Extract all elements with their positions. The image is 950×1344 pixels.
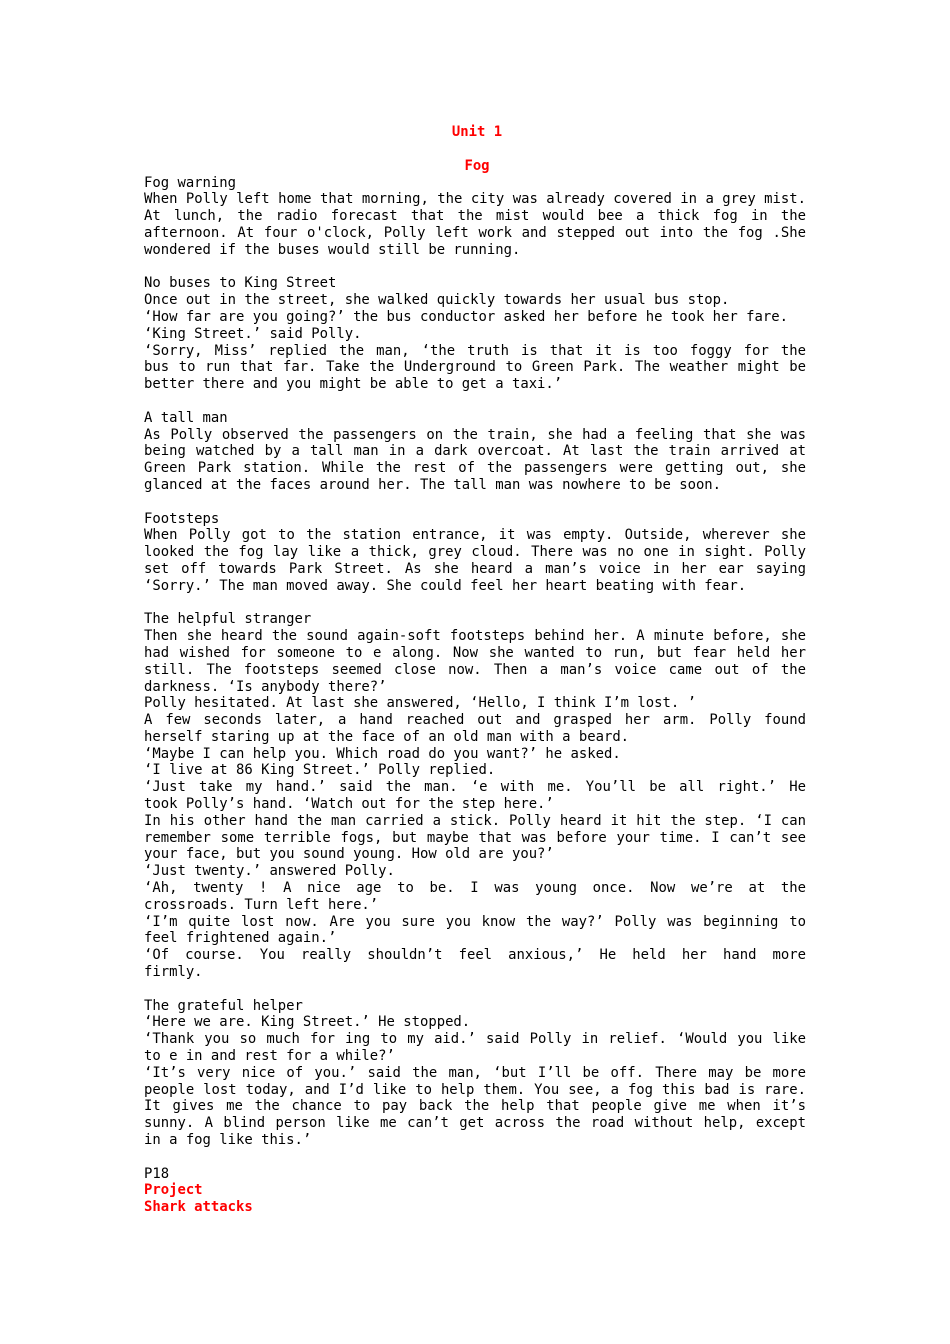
page-footer <box>144 1166 806 1216</box>
document-body <box>144 124 806 1216</box>
paragraph-line: set off towards Park Street. As she heard a man’s voice in her ear saying <box>144 560 806 577</box>
story-section <box>144 511 806 595</box>
section-heading: No buses to King Street <box>144 275 337 292</box>
paragraph-line: remember some terrible fogs, but maybe that was before your time. I can’t see <box>144 829 806 846</box>
paragraph-line: ‘Just take my hand.’ said the man. ‘e with me. You’ll be all right.’ He <box>144 779 806 796</box>
page-reference: P18 <box>144 1165 170 1182</box>
unit-subtitle: Fog <box>464 157 490 174</box>
story-section <box>144 611 806 981</box>
paragraph-line: feel frightened again.’ <box>144 930 337 947</box>
project-title: Shark attacks <box>144 1199 253 1216</box>
section-heading: Footsteps <box>144 510 220 527</box>
story-section <box>144 275 806 393</box>
paragraph-line: firmly. <box>144 964 203 981</box>
paragraph-line: As Polly observed the passengers on the train, she had a feeling that she was <box>144 426 806 443</box>
paragraph-line: ‘Here we are. King Street.’ He stopped. <box>144 1014 471 1031</box>
paragraph-line: ‘Maybe I can help you. Which road do you want?’ he asked. <box>144 745 621 762</box>
paragraph-line: ‘Just twenty.’ answered Polly. <box>144 863 395 880</box>
paragraph-line: ‘Thank you so much for ing to my aid.’ said Polly in relief. ‘Would you like <box>144 1031 806 1048</box>
paragraph-line: your face, but you sound young. How old are you?’ <box>144 846 554 863</box>
section-heading: Fog warning <box>144 174 236 191</box>
story-section <box>144 175 806 259</box>
paragraph-line: Once out in the street, she walked quickly towards her usual bus stop. <box>144 292 730 309</box>
paragraph-line: took Polly’s hand. ‘Watch out for the step here.’ <box>144 796 554 813</box>
paragraph-line: afternoon. At four o'clock, Polly left work and stepped out into the fog .She <box>144 224 806 241</box>
paragraph-line: had wished for someone to e along. Now she wanted to run, but fear held her <box>144 644 806 661</box>
paragraph-line: Then she heard the sound again-soft footsteps behind her. A minute before, she <box>144 628 806 645</box>
paragraph-line: darkness. ‘Is anybody there?’ <box>144 678 387 695</box>
paragraph-line: bus to run that far. Take the Underground to Green Park. The weather might be <box>144 359 806 376</box>
project-label: Project <box>144 1182 203 1199</box>
section-heading: A tall man <box>144 409 228 426</box>
paragraph-line: ‘King Street.’ said Polly. <box>144 325 362 342</box>
paragraph-line: sunny. A blind person like me can’t get across the road without help, except <box>144 1115 806 1132</box>
paragraph-line: in a fog like this.’ <box>144 1132 312 1149</box>
paragraph-line: In his other hand the man carried a stick. Polly heard it hit the step. ‘I can <box>144 812 806 829</box>
paragraph-line: ‘I’m quite lost now. Are you sure you know the way?’ Polly was beginning to <box>144 913 806 930</box>
paragraph-line: A few seconds later, a hand reached out and grasped her arm. Polly found <box>144 712 806 729</box>
paragraph-line: Polly hesitated. At last she answered, ‘Hello, I think I’m lost. ’ <box>144 695 696 712</box>
story-sections <box>144 175 806 1149</box>
paragraph-line: better there and you might be able to get a taxi.’ <box>144 376 563 393</box>
paragraph-line: wondered if the buses would still be running. <box>144 241 521 258</box>
paragraph-line: At lunch, the radio forecast that the mist would bee a thick fog in the <box>144 208 806 225</box>
paragraph-line: herself staring up at the face of an old man with a beard. <box>144 728 630 745</box>
paragraph-line: glanced at the faces around her. The tall man was nowhere to be soon. <box>144 476 722 493</box>
paragraph-line: Green Park station. While the rest of the passengers were getting out, she <box>144 460 806 477</box>
paragraph-line: When Polly got to the station entrance, it was empty. Outside, wherever she <box>144 527 806 544</box>
paragraph-line: It gives me the chance to pay back the help that people give me when it’s <box>144 1098 806 1115</box>
paragraph-line: ‘Sorry.’ The man moved away. She could feel her heart beating with fear. <box>144 577 747 594</box>
paragraph-line: ‘How far are you going?’ the bus conductor asked her before he took her fare. <box>144 308 788 325</box>
paragraph-line: When Polly left home that morning, the city was already covered in a grey mist. <box>144 191 806 208</box>
paragraph-line: ‘Of course. You really shouldn’t feel anxious,’ He held her hand more <box>144 947 806 964</box>
section-heading: The grateful helper <box>144 997 303 1014</box>
paragraph-line: people lost today, and I’d like to help them. You see, a fog this bad is rare. <box>144 1081 806 1098</box>
paragraph-line: ‘I live at 86 King Street.’ Polly replied. <box>144 762 496 779</box>
paragraph-line: ‘Ah, twenty ! A nice age to be. I was young once. Now we’re at the <box>144 880 806 897</box>
story-section <box>144 998 806 1149</box>
section-heading: The helpful stranger <box>144 611 312 628</box>
paragraph-line: ‘Sorry, Miss’ replied the man, ‘the truth is that it is too foggy for the <box>144 342 806 359</box>
story-section <box>144 410 806 494</box>
paragraph-line: looked the fog lay like a thick, grey cloud. There was no one in sight. Polly <box>144 544 806 561</box>
paragraph-line: ‘It’s very nice of you.’ said the man, ‘but I’ll be off. There may be more <box>144 1064 806 1081</box>
unit-title: Unit 1 <box>451 124 503 140</box>
paragraph-line: to e in and rest for a while?’ <box>144 1048 395 1065</box>
paragraph-line: still. The footsteps seemed close now. Then a man’s voice came out of the <box>144 661 806 678</box>
paragraph-line: being watched by a tall man in a dark overcoat. At last the train arrived at <box>144 443 806 460</box>
paragraph-line: crossroads. Turn left here.’ <box>144 896 379 913</box>
